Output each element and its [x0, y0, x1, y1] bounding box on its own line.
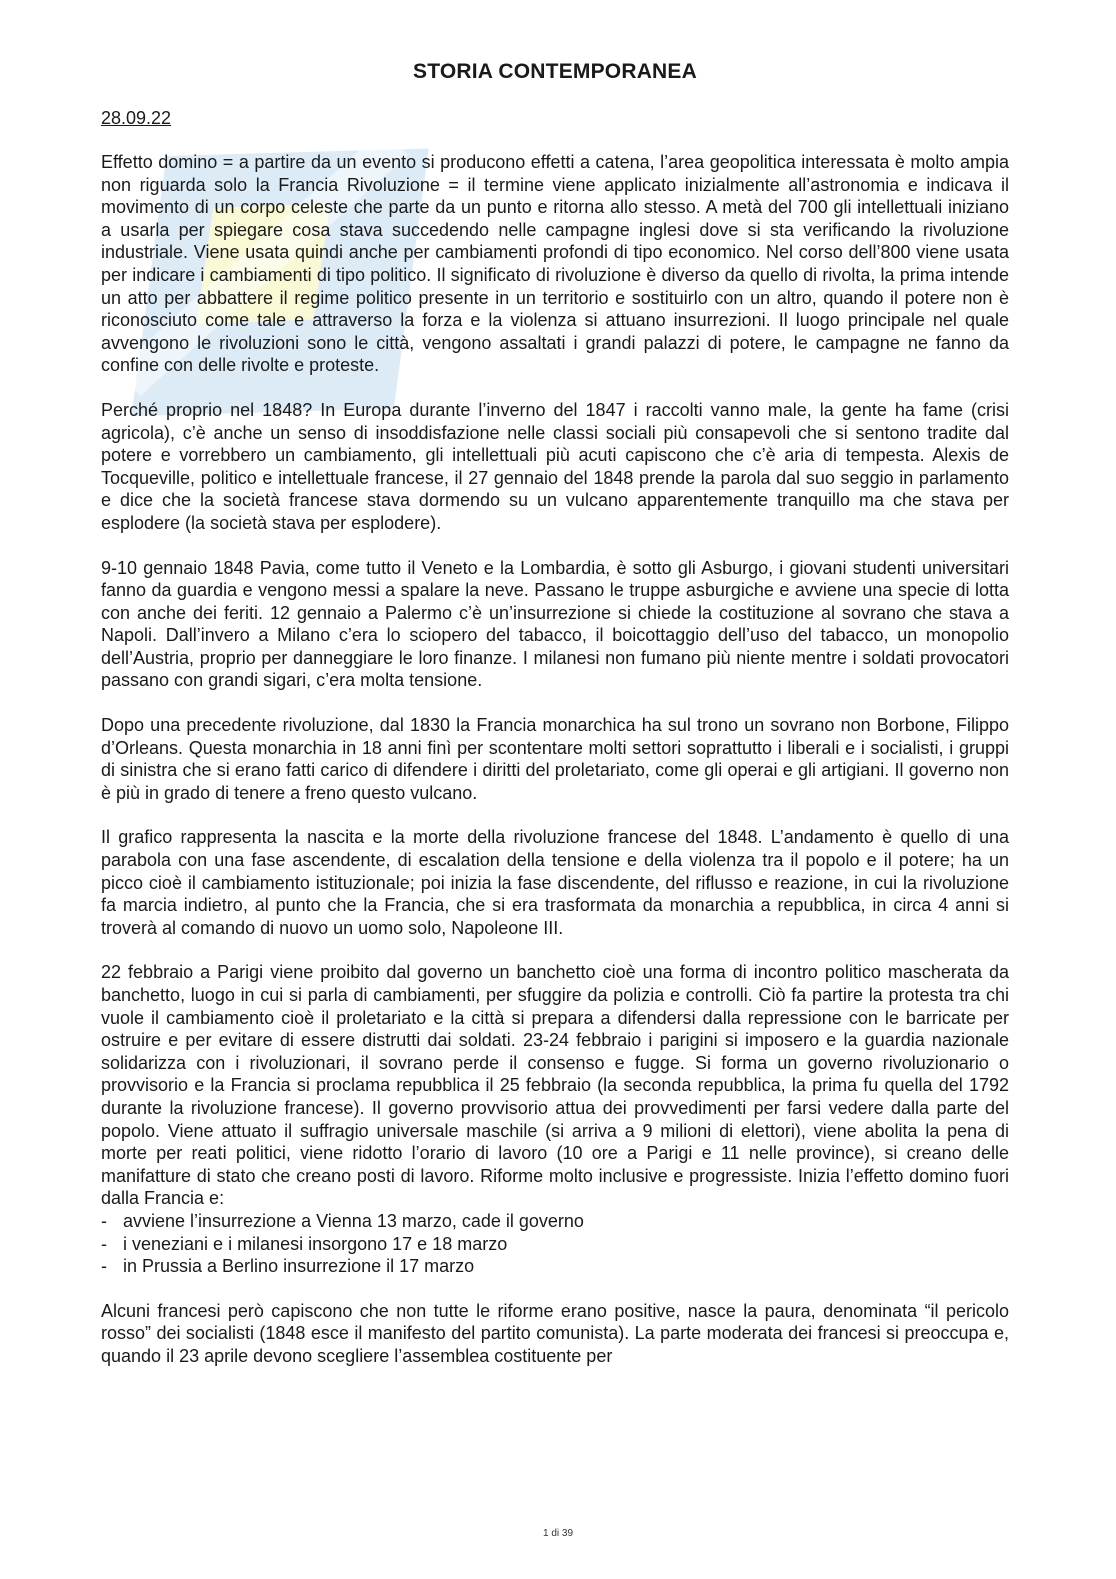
paragraph: [101, 714, 1009, 804]
text-line: 9-10 gennaio 1848 Pavia, come tutto il Veneto e la Lombardia, è sotto gli Asburgo, i giovani studenti universitari fanno da guardia e vengono messi a spalare la neve. Passano le truppe asburgiche e avviene una specie di lotta con anche dei feriti.: [101, 557, 1009, 623]
paragraph: [101, 399, 1009, 535]
list-item: - avviene l’insurrezione a Vienna 13 marzo, cade il governo: [101, 1210, 1009, 1233]
text-line: Il grafico rappresenta la nascita e la morte della rivoluzione francese del 1848. L’andamento è quello di una parabola con una fase ascendente, di escalation della tensione e della violenza tra il popolo e il potere; ha un picco cioè il cambiamento istituzionale; poi inizia la fase discendente, del riflusso e reazione, in cui la rivoluzione fa marcia indietro, al punto che la Francia, che si era trasformata da monarchia a repubblica, in circa 4 anni si troverà al comando di nuovo un uomo solo, Napoleone III.: [101, 827, 1009, 938]
document-title: STORIA CONTEMPORANEA: [412, 60, 697, 83]
paragraph: [101, 961, 1009, 1277]
text-line: Effetto domino = a partire da un evento si producono effetti a catena, l’area geopolitica interessata è molto ampia non riguarda solo la Francia: [101, 152, 1009, 195]
text-line: Inizia l’effetto domino fuori dalla Francia e:: [101, 1165, 1009, 1209]
text-line: Dopo una precedente rivoluzione, dal 1830 la Francia monarchica ha sul trono un sovrano non Borbone, Filippo d’Orleans. Questa monarchia in 18 anni finì per scontentare molti settori soprattutto i liberali e i socialisti, i gruppi di sinistra che si erano fatti carico di difendere i diritti del proletariato, come gli operai e gli artigiani. Il governo non è più in grado di tenere a freno questo vulcano.: [101, 715, 1009, 803]
document-date: 28.09.22: [101, 108, 172, 128]
text-line: 12 gennaio a Palermo c’è un’insurrezione si chiede la costituzione al sovrano che stava a Napoli.: [101, 602, 1010, 646]
document-page: [101, 60, 1009, 1390]
paragraph: [101, 557, 1009, 693]
text-line: Alcuni francesi però capiscono che non tutte le riforme erano positive, nasce la paura, denominata “il pericolo rosso” dei socialisti (1848 esce il manifesto del partito comunista). La parte moderata dei francesi si preoccupa e, quando il 23 aprile devono scegliere l’assemblea costituente per: [101, 1300, 1009, 1366]
paragraph: [101, 826, 1009, 939]
text-line: Dall’invero a Milano c’era lo sciopero del tabacco, il boicottaggio dell’uso del tabacco, un monopolio dell’Austria, proprio per danneggiare le loro finanze. I milanesi non fumano più niente mentre i soldati provocatori passano con grandi sigari, c’era molta tensione.: [101, 625, 1009, 691]
text-line: Rivoluzione = il termine viene applicato inizialmente all’astronomia e indicava il movimento di un corpo celeste che parte da un punto e ritorna allo stesso. A metà del 700 gli intellettuali iniziano a usarla per spiegare cosa stava succedendo nelle campagne inglesi dove si sta verificando la rivoluzione industriale. Viene usata quindi anche per cambiamenti profondi di tipo economico. Nel corso dell’800 viene usata per indicare i cambiamenti di tipo politico. Il significato di rivoluzione è diverso da quello di rivolta, la prima intende un atto per abbattere il regime politico presente in un territorio e sostituirlo con un altro, quando il potere non è riconosciuto come tale e attraverso la forza e la violenza si attuano insurrezioni. Il luogo principale nel quale avvengono le rivoluzioni sono le città, vengono assaltati i grandi palazzi di potere, le campagne ne fanno da confine con delle rivolte e proteste.: [101, 174, 1009, 376]
paragraph: [101, 151, 1009, 377]
page-number: 1 di 39: [542, 1528, 574, 1539]
bullet-list: [101, 1210, 1009, 1278]
text-line: 23-24 febbraio i parigini si imposero e la guardia nazionale solidarizza con i rivoluzionari, il sovrano perde il consenso e fugge. Si forma un governo rivoluzionario o provvisorio e la Francia si proclama repubblica il 25 febbraio (la seconda repubblica, la prima fu quella del 1792 durante la rivoluzione francese). Il governo provvisorio attua dei provvedimenti per farsi vedere dalla parte del popolo. Viene attuato il suffragio universale maschile (si arriva a 9 milioni di elettori), viene abolita la pena di morte per reati politici, viene ridotto l’orario di lavoro (10 ore a Parigi e 11 nelle province), si creano delle manifatture di stato che creano posti di lavoro. Riforme molto inclusive e progressiste.: [101, 1030, 1009, 1186]
list-item: - i veneziani e i milanesi insorgono 17 e 18 marzo: [101, 1233, 1009, 1256]
paragraph: [101, 1300, 1009, 1368]
text-line: 22 febbraio a Parigi viene proibito dal governo un banchetto cioè una forma di incontro politico mascherata da banchetto, luogo in cui si parla di cambiamenti, per sfuggire da polizia e controlli. Ciò fa partire la protesta tra chi vuole il cambiamento cioè il proletariato e la città si prepara a difendersi dalla repressione con le barricate per ostruire e per evitare di essere distrutti dai soldati.: [101, 962, 1009, 1051]
list-item: - in Prussia a Berlino insurrezione il 17 marzo: [101, 1255, 1009, 1278]
text-line: Perché proprio nel 1848? In Europa durante l’inverno del 1847 i raccolti vanno male, la gente ha fame (crisi agricola), c’è anche un senso di insoddisfazione nelle classi sociali più consapevoli che si sentono tradite dal potere e vorrebbero un cambiamento, gli intellettuali più acuti capiscono che c’è aria di tempesta. Alexis de Tocqueville, politico e intellettuale francese, il 27 gennaio del 1848 prende la parola dal suo seggio in parlamento e dice che la società francese stava dormendo su un vulcano apparentemente tranquillo ma che stava per esplodere (la società stava per esplodere).: [101, 399, 1009, 533]
